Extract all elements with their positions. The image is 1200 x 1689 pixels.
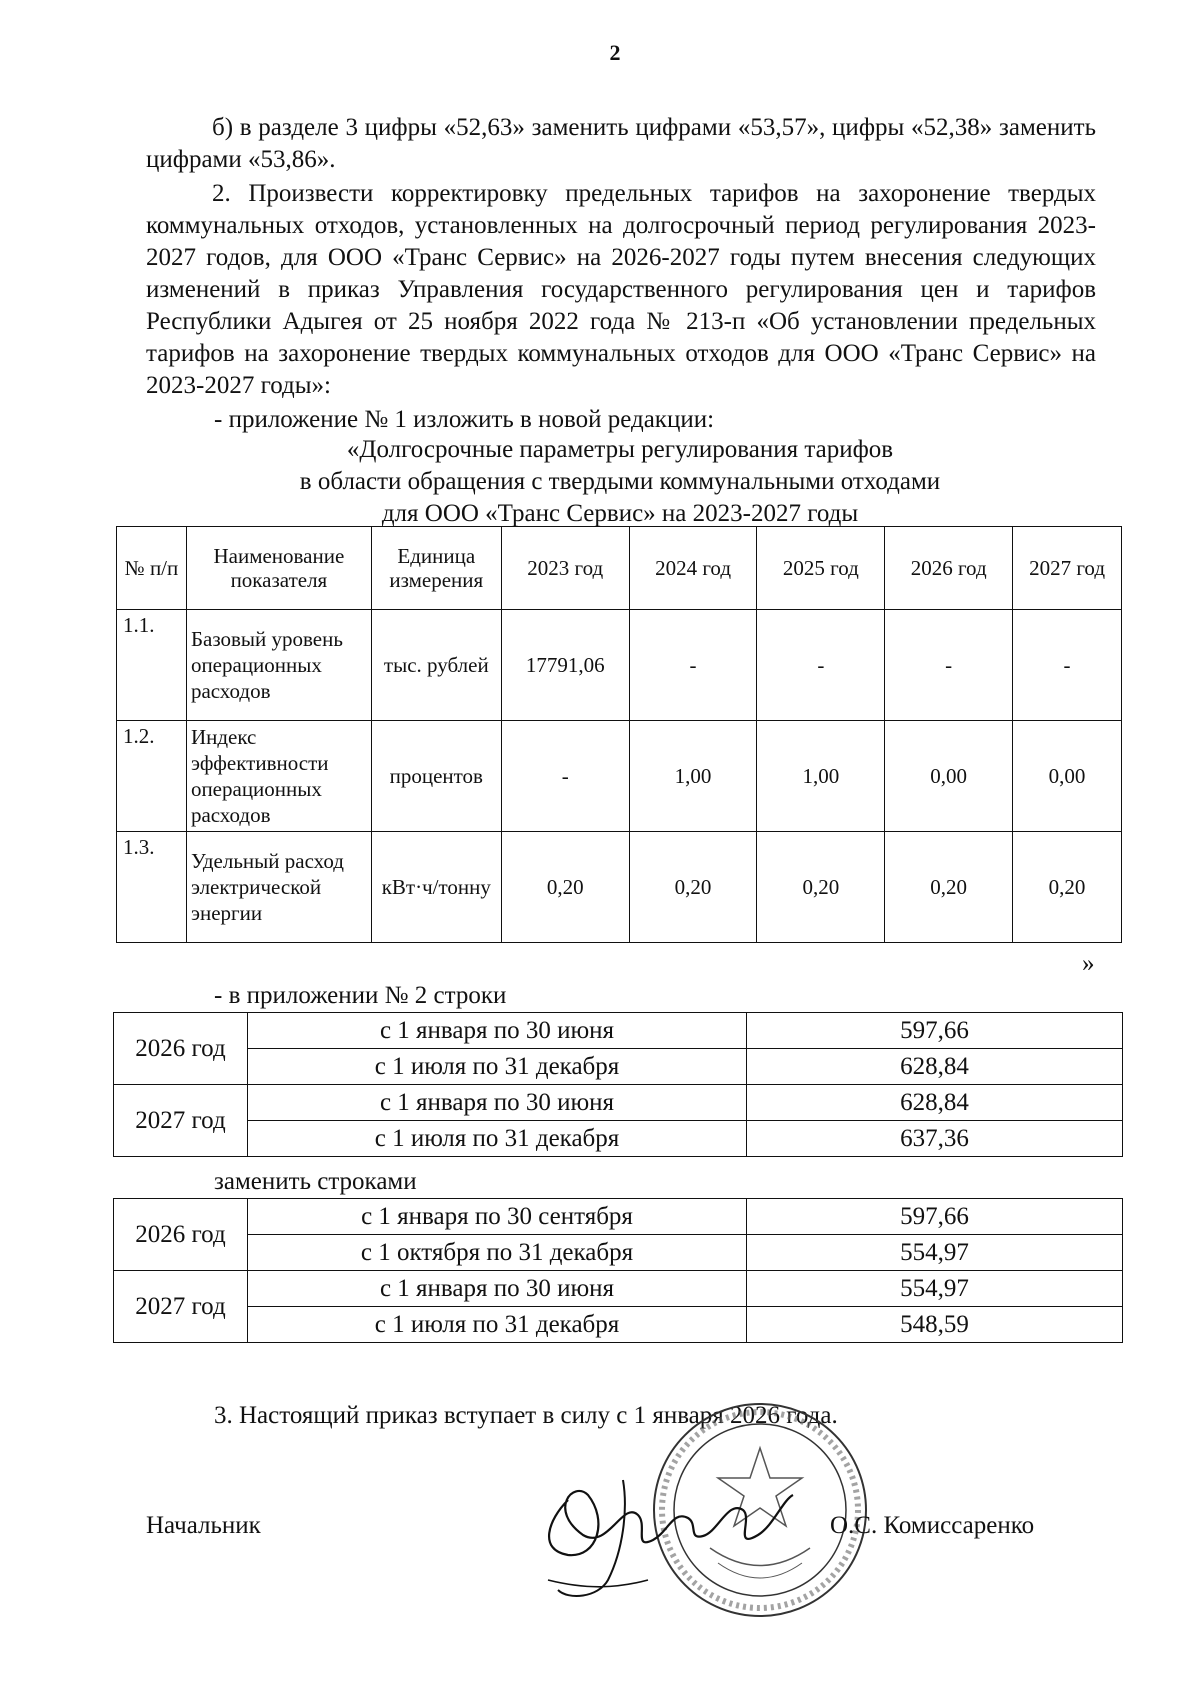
header-unit: Единица измерения	[371, 527, 501, 610]
cell-2023: 0,20	[501, 832, 629, 943]
year-cell: 2026 год	[114, 1013, 248, 1085]
closing-quote: »	[1082, 950, 1095, 977]
appendix-2-instruction: - в приложении № 2 строки	[214, 982, 507, 1009]
row-name: Базовый уровень операционных расходов	[186, 610, 371, 721]
header-2025: 2025 год	[757, 527, 885, 610]
paragraph-3: 3. Настоящий приказ вступает в силу с 1 января 2026 года.	[214, 1402, 838, 1429]
period-cell: с 1 января по 30 июня	[248, 1085, 747, 1121]
cell-2024: 1,00	[629, 721, 757, 832]
year-cell: 2026 год	[114, 1199, 248, 1271]
row-name: Удельный расход электрической энергии	[186, 832, 371, 943]
table-row	[114, 1013, 1123, 1049]
table-row	[114, 1271, 1123, 1307]
value-cell: 637,36	[747, 1121, 1123, 1157]
signatory-name: О.С. Комиссаренко	[830, 1512, 1035, 1539]
appendix-1-instruction: - приложение № 1 изложить в новой редакции:	[214, 406, 715, 433]
row-name: Индекс эффективности операционных расходов	[186, 721, 371, 832]
header-num: № п/п	[117, 527, 187, 610]
header-2027: 2027 год	[1013, 527, 1122, 610]
year-cell: 2027 год	[114, 1085, 248, 1157]
replace-text: заменить строками	[214, 1168, 417, 1195]
value-cell: 628,84	[747, 1085, 1123, 1121]
header-2023: 2023 год	[501, 527, 629, 610]
value-cell: 597,66	[747, 1199, 1123, 1235]
row-unit: процентов	[371, 721, 501, 832]
cell-2024: 0,20	[629, 832, 757, 943]
header-2026: 2026 год	[885, 527, 1013, 610]
value-cell: 548,59	[747, 1307, 1123, 1343]
period-cell: с 1 июля по 31 декабря	[248, 1121, 747, 1157]
cell-2024: -	[629, 610, 757, 721]
table-row	[114, 1235, 1123, 1271]
cell-2027: 0,20	[1013, 832, 1122, 943]
table-row	[114, 1121, 1123, 1157]
row-unit: кВт·ч/тонну	[371, 832, 501, 943]
cell-2026: 0,00	[885, 721, 1013, 832]
row-num: 1.1.	[117, 610, 187, 721]
value-cell: 597,66	[747, 1013, 1123, 1049]
period-cell: с 1 октября по 31 декабря	[248, 1235, 747, 1271]
value-cell: 554,97	[747, 1235, 1123, 1271]
new-tariff-table	[113, 1198, 1123, 1343]
period-cell: с 1 января по 30 сентября	[248, 1199, 747, 1235]
signature-position: Начальник	[146, 1512, 261, 1539]
table-title-line1: «Долгосрочные параметры регулирования тарифов	[346, 436, 894, 463]
period-cell: с 1 июля по 31 декабря	[248, 1307, 747, 1343]
cell-2027: 0,00	[1013, 721, 1122, 832]
paragraph-2: 2. Произвести корректировку предельных тарифов на захоронение твердых коммунальных отходов, установленных на долгосрочный период регулирования 2023-2027 годов, для ООО «Транс Сервис» на 2026-2027 годы путем внесения следующих изменений в приказ Управления государственного регулирования цен и тарифов Республики Адыгея от 25 ноября 2022 года № 213-п «Об установлении предельных тарифов на захоронение твердых коммунальных отходов для ООО «Транс Сервис» на 2023-2027 годы»:	[146, 180, 1096, 399]
table-row	[114, 1085, 1123, 1121]
table-row	[117, 721, 1122, 832]
table-row	[117, 832, 1122, 943]
header-2024: 2024 год	[629, 527, 757, 610]
cell-2027: -	[1013, 610, 1122, 721]
table-row	[114, 1049, 1123, 1085]
cell-2025: 0,20	[757, 832, 885, 943]
table-row	[114, 1307, 1123, 1343]
period-cell: с 1 января по 30 июня	[248, 1271, 747, 1307]
cell-2025: 1,00	[757, 721, 885, 832]
params-table	[116, 526, 1122, 943]
table-title-line3: для ООО «Транс Сервис» на 2023-2027 годы	[381, 500, 859, 527]
table-title-line2: в области обращения с твердыми коммунальными отходами	[299, 468, 941, 495]
cell-2023: -	[501, 721, 629, 832]
period-cell: с 1 января по 30 июня	[248, 1013, 747, 1049]
old-tariff-table	[113, 1012, 1123, 1157]
paragraph-b: б) в разделе 3 цифры «52,63» заменить цифрами «53,57», цифры «52,38» заменить цифрами «53,86».	[146, 114, 1096, 173]
period-cell: с 1 июля по 31 декабря	[248, 1049, 747, 1085]
year-cell: 2027 год	[114, 1271, 248, 1343]
value-cell: 554,97	[747, 1271, 1123, 1307]
params-header-row	[117, 527, 1122, 610]
row-unit: тыс. рублей	[371, 610, 501, 721]
cell-2026: -	[885, 610, 1013, 721]
row-num: 1.3.	[117, 832, 187, 943]
signature	[528, 1440, 808, 1610]
table-row	[117, 610, 1122, 721]
cell-2023: 17791,06	[501, 610, 629, 721]
table-row	[114, 1199, 1123, 1235]
cell-2025: -	[757, 610, 885, 721]
header-name: Наименование показателя	[186, 527, 371, 610]
row-num: 1.2.	[117, 721, 187, 832]
value-cell: 628,84	[747, 1049, 1123, 1085]
page-number: 2	[609, 40, 621, 65]
cell-2026: 0,20	[885, 832, 1013, 943]
